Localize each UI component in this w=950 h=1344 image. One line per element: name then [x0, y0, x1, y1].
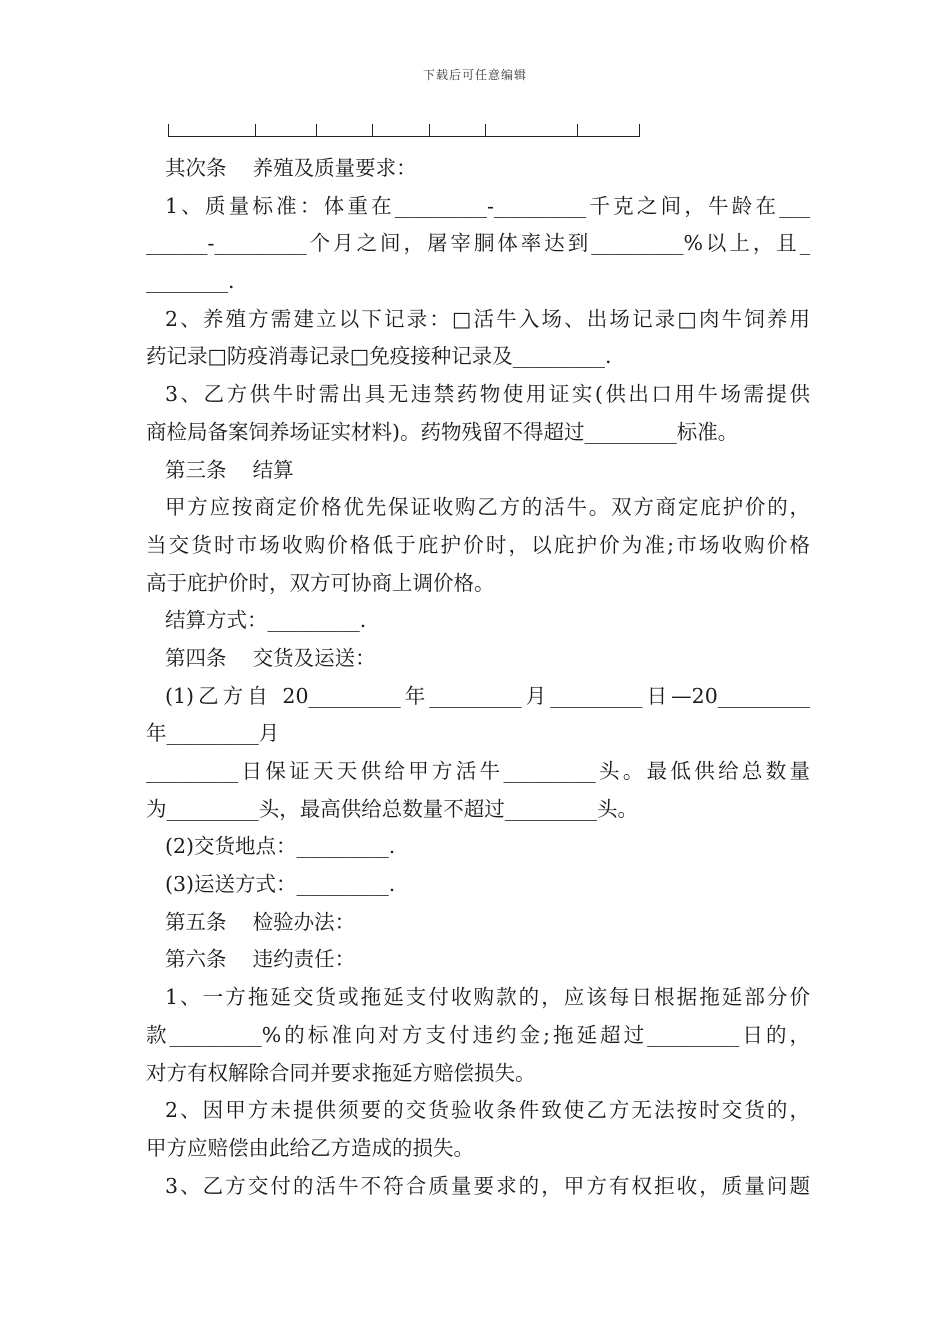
document-body [146, 150, 810, 1205]
table-cell-divider [429, 124, 430, 136]
table-cell-divider [577, 124, 578, 136]
document-line: 1、一方拖延交货或拖延支付收购款的，应该每日根据拖延部分价 [165, 985, 810, 1010]
page-header: 下载后可任意编辑 [422, 68, 527, 82]
document-line: 高于庇护价时，双方可协商上调价格。 [146, 570, 495, 595]
table-cell-divider [168, 124, 169, 136]
document-line: 1、质量标准：体重在_________-_________千克之间，牛龄在___ [165, 193, 810, 218]
table-cell-divider [639, 124, 640, 136]
document-line: 药记录□防疫消毒记录□免疫接种记录及_________. [146, 344, 612, 369]
document-line: _________日保证天天供给甲方活牛_________头。最低供给总数量 [146, 759, 810, 783]
document-line: 2、因甲方未提供须要的交货验收条件致使乙方无法按时交货的， [165, 1098, 810, 1123]
document-line: 商检局备案饲养场证实材料)。药物残留不得超过_________标准。 [146, 419, 739, 444]
document-line: 2、养殖方需建立以下记录：□活牛入场、出场记录□肉牛饲养用 [165, 306, 810, 331]
document-line: 第五条 检验办法： [165, 909, 356, 934]
document-line: 甲方应赔偿由此给乙方造成的损失。 [146, 1135, 474, 1160]
document-line: 对方有权解除合同并要求拖延方赔偿损失。 [146, 1060, 536, 1085]
document-line: (1)乙方自 20_________年_________月_________日—20_________ [165, 683, 810, 708]
document-line: 为_________头，最高供给总数量不超过_________头。 [146, 796, 638, 821]
document-line: 款_________%的标准向对方支付违约金;拖延超过_________日的， [146, 1022, 810, 1047]
table-cell-divider [316, 124, 317, 136]
document-line: (2)交货地点：_________. [165, 834, 396, 859]
document-line: 第三条 结算 [165, 457, 294, 482]
document-line: 结算方式：_________. [165, 608, 367, 633]
document-line: 当交货时市场收购价格低于庇护价时，以庇护价为准;市场收购价格 [146, 532, 810, 557]
document-line: 第四条 交货及运送： [165, 645, 376, 670]
table-cell-divider [372, 124, 373, 136]
document-line: ________. [146, 269, 235, 294]
document-line: 3、乙方交付的活牛不符合质量要求的，甲方有权拒收，质量问题 [165, 1173, 810, 1198]
document-line: 甲方应按商定价格优先保证收购乙方的活牛。双方商定庇护价的， [165, 495, 810, 520]
document-line: 第六条 违约责任： [165, 947, 356, 972]
document-line: 年_________月 [146, 721, 280, 746]
document-line: 其次条 养殖及质量要求： [165, 156, 417, 180]
table-bottom-border [168, 122, 640, 137]
table-cell-divider [485, 124, 486, 136]
document-line: 3、乙方供牛时需出具无违禁药物使用证实(供出口用牛场需提供 [165, 382, 810, 407]
document-line: ______-_________个月之间，屠宰胴体率达到_________%以上，且_ [146, 231, 810, 256]
table-cell-divider [255, 124, 256, 136]
document-line: (3)运送方式：_________. [165, 872, 396, 897]
